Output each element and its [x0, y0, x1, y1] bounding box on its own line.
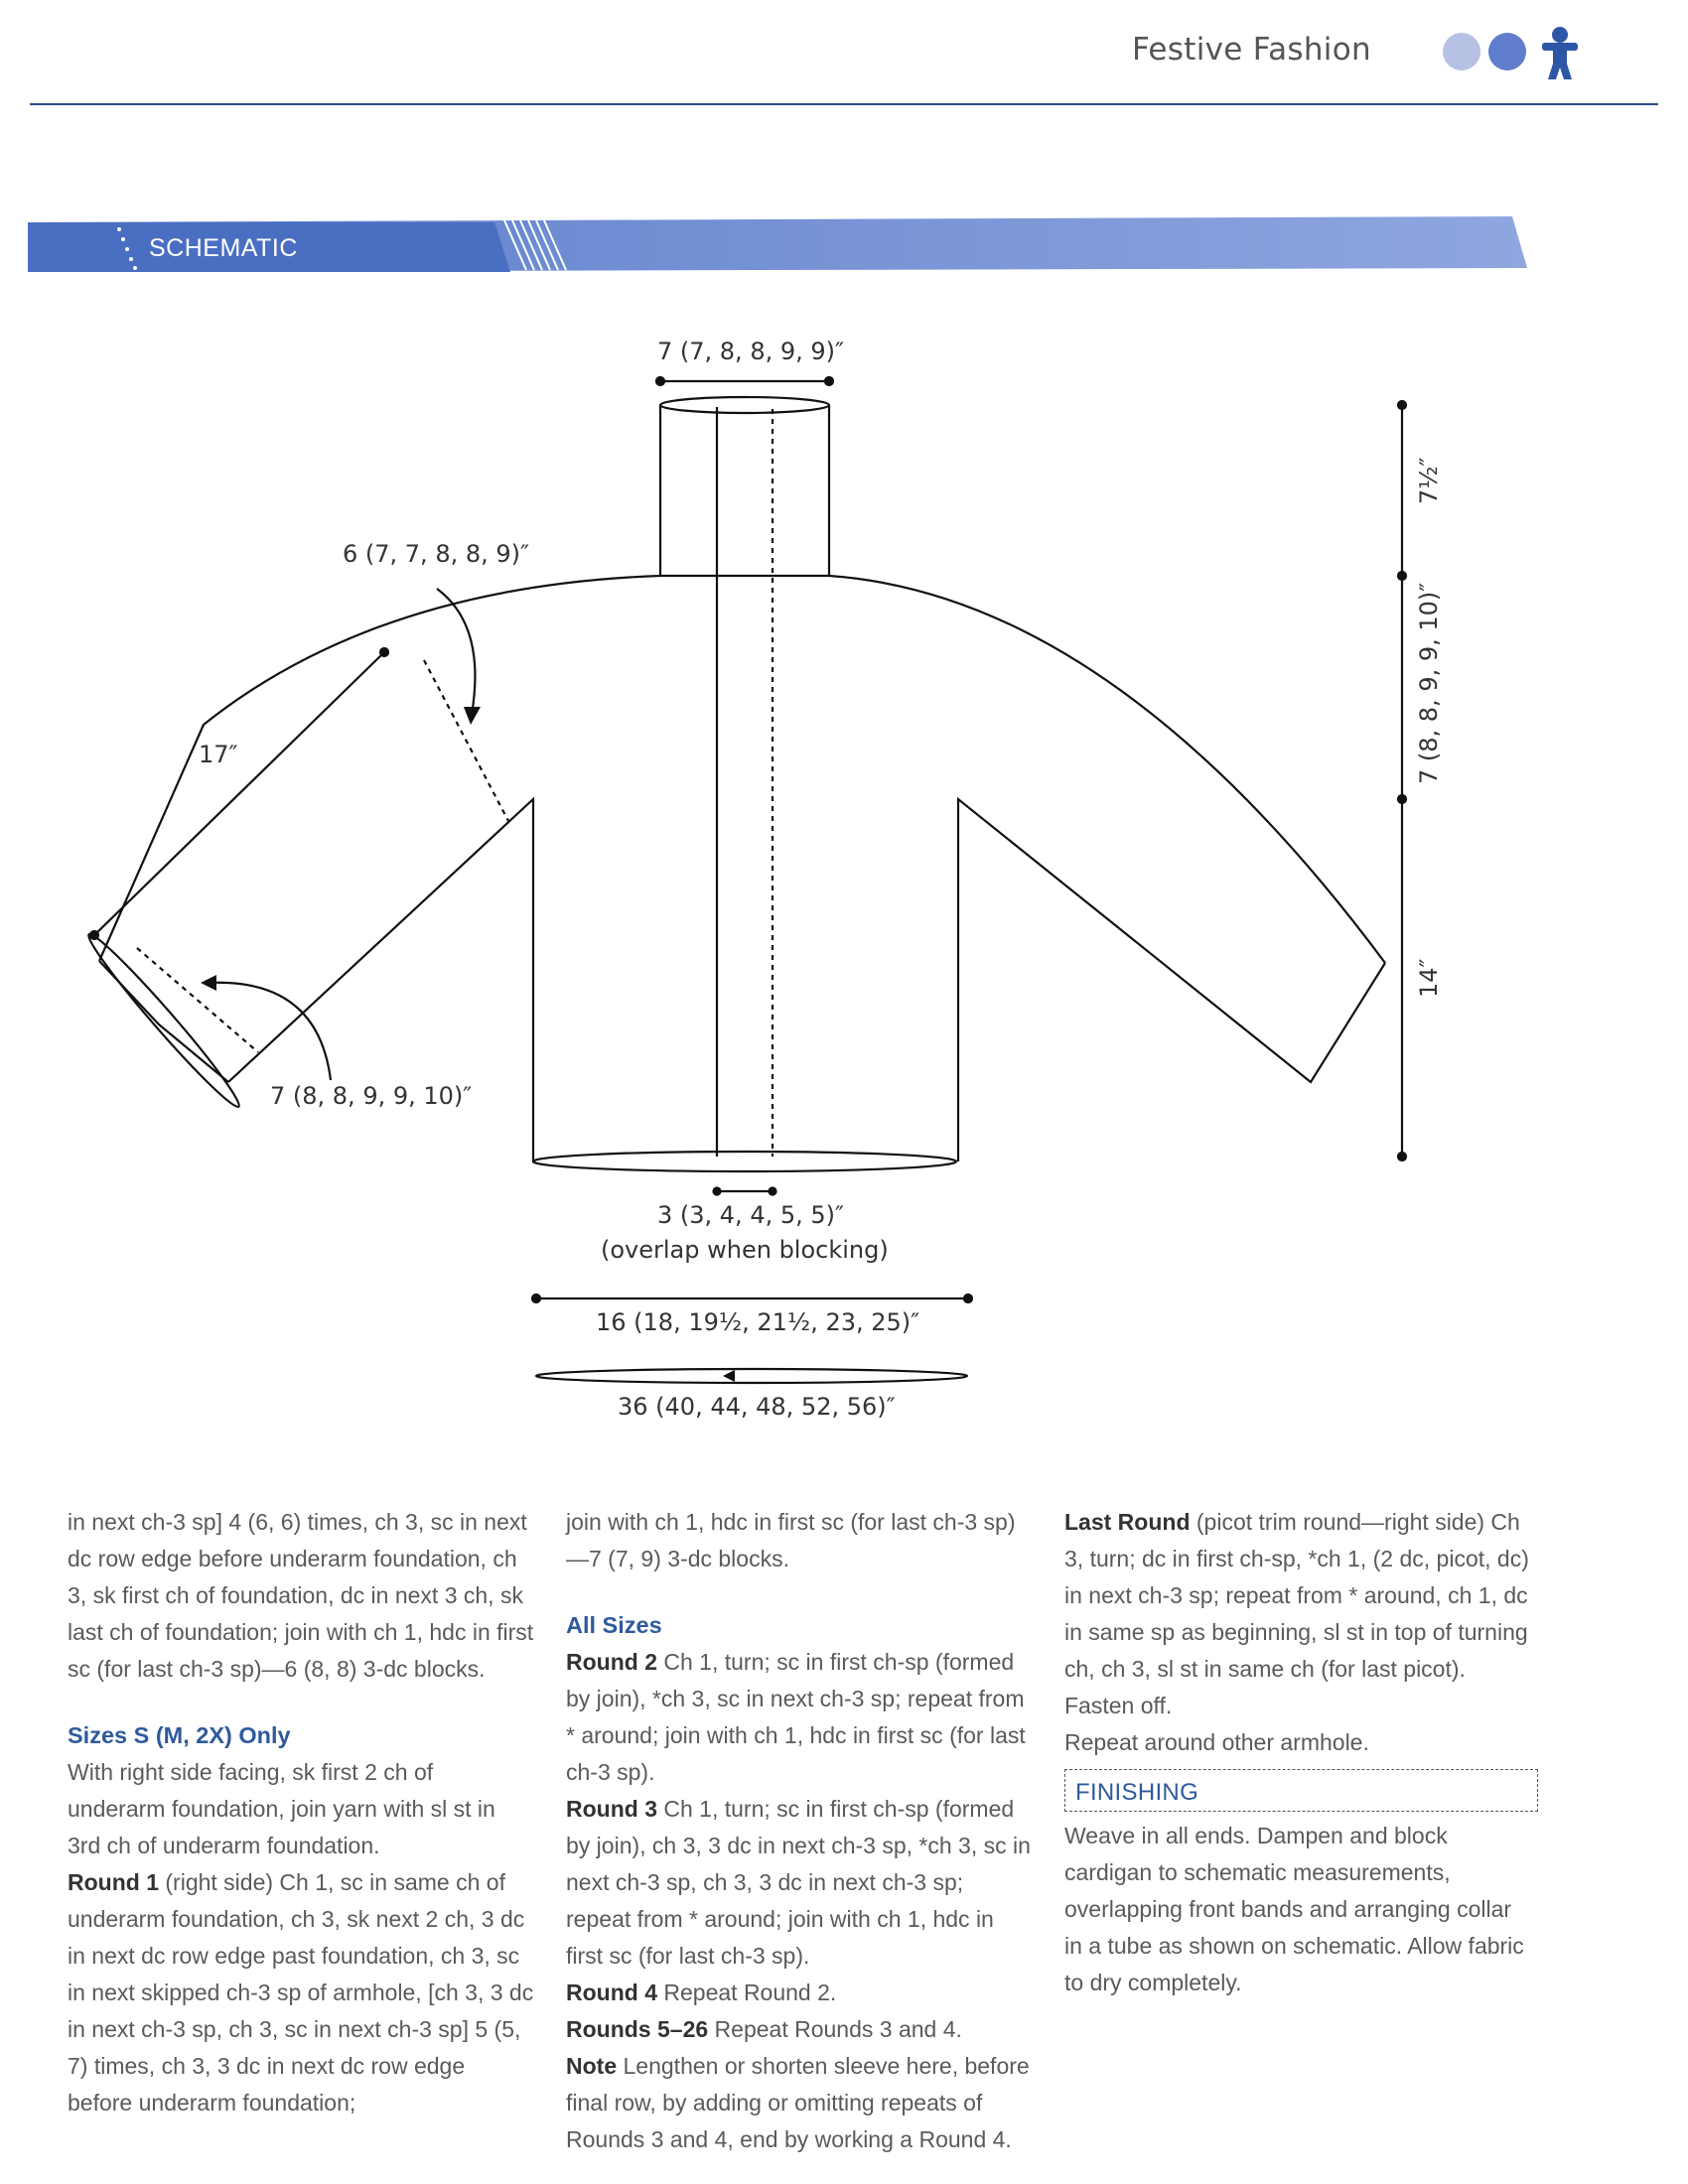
- col2-heading: All Sizes: [566, 1612, 662, 1638]
- front-width-label: 16 (18, 19½, 21½, 23, 25)″: [596, 1308, 920, 1336]
- front-width-dimension: [532, 1295, 972, 1302]
- sleeve-length-label: 17″: [199, 741, 238, 768]
- last-round-label: Last Round: [1064, 1509, 1191, 1535]
- knitted-figure-icon: [1542, 27, 1578, 79]
- round2-label: Round 2: [566, 1649, 657, 1675]
- cuff-label: 7 (8, 8, 9, 9, 10)″: [270, 1082, 473, 1110]
- chest-label: 36 (40, 44, 48, 52, 56)″: [618, 1393, 896, 1421]
- finishing-heading-box: [1064, 1769, 1538, 1812]
- armhole-depth-label: 7 (8, 8, 9, 9, 10)″: [1415, 582, 1443, 784]
- collar-width-dimension: [656, 377, 833, 385]
- col2-rounds5-26: [566, 2011, 1033, 2048]
- finishing-heading: FINISHING: [1075, 1779, 1199, 1806]
- note-text: Lengthen or shorten sleeve here, before final row, by adding or omitting repeats of Rounds 3 and 4, end by working a Round 4.: [566, 2053, 1030, 2152]
- finishing-text: Weave in all ends. Dampen and block cardigan to schematic measurements, overlapping front bands and arranging collar in a tube as shown on schematic. Allow fabric to dry completely.: [1064, 1823, 1524, 1995]
- col1-setup: With right side facing, sk first 2 ch of underarm foundation, join yarn with sl st in 3rd ch of underarm foundation.: [68, 1759, 495, 1858]
- round4-text: Repeat Round 2.: [657, 1979, 837, 2005]
- col2-note: [566, 2048, 1033, 2158]
- rounds5-26-text: Repeat Rounds 3 and 4.: [708, 2016, 962, 2042]
- overlap-dimension: [714, 1188, 776, 1195]
- collar-width-label: 7 (7, 8, 8, 9, 9)″: [657, 338, 844, 365]
- round3-text: Ch 1, turn; sc in first ch-sp (formed by join), ch 3, 3 dc in next ch-3 sp, *ch 3, sc in next ch-3 sp, ch 3, 3 dc in next ch-3 sp; repeat from * around; join with ch 1, hdc in first sc (for last ch-3 sp).: [566, 1796, 1031, 1969]
- col1-intro: in next ch-3 sp] 4 (6, 6) times, ch 3, sc in next dc row edge before underarm foundation, ch 3, sk first ch of foundation, dc in next 3 ch, sk last ch of foundation; join with ch 1, hdc in first sc (for last ch-3 sp)—6 (8, 8) 3-dc blocks.: [68, 1509, 534, 1682]
- text-column-3: [1064, 1504, 1531, 2001]
- overlap-note: (overlap when blocking): [601, 1236, 889, 1264]
- col2-round3: [566, 1791, 1033, 1975]
- text-column-2: [566, 1504, 1033, 2158]
- col2-round4: [566, 1975, 1033, 2011]
- collar-height-label: 7½″: [1415, 457, 1443, 504]
- last-round-text: (picot trim round—right side) Ch 3, turn; dc in first ch-sp, *ch 1, (2 dc, picot, dc) in next ch-3 sp; repeat from * around, ch 1, dc in same sp as beginning, sl st in top of turning ch, ch 3, sl st in same ch (for last picot). Fasten off.: [1064, 1509, 1529, 1718]
- col3-last-round: [1064, 1504, 1531, 1724]
- vertical-dimension: [1398, 401, 1406, 1160]
- shoulder-label: 6 (7, 7, 8, 8, 9)″: [343, 540, 529, 568]
- chest-dimension: [536, 1369, 967, 1383]
- note-label: Note: [566, 2053, 618, 2079]
- col1-heading: Sizes S (M, 2X) Only: [68, 1722, 291, 1748]
- col2-round2: [566, 1644, 1033, 1791]
- header-rule: [30, 103, 1658, 105]
- text-column-1: [68, 1504, 534, 2121]
- circle-dark-icon: [1488, 33, 1526, 70]
- circle-light-icon: [1443, 33, 1480, 70]
- banner-label: SCHEMATIC: [149, 234, 298, 262]
- round1-text: (right side) Ch 1, sc in same ch of underarm foundation, ch 3, sk next 2 ch, 3 dc in next dc row edge past foundation, ch 3, sc in next skipped ch-3 sp of armhole, [ch 3, 3 dc in next ch-3 sp, ch 3, sc in next ch-3 sp] 5 (5, 7) times, ch 3, 3 dc in next dc row edge before underarm foundation;: [68, 1869, 534, 2116]
- running-header-title: Festive Fashion: [1132, 32, 1371, 68]
- round3-label: Round 3: [566, 1796, 657, 1822]
- shoulder-dimension: [424, 589, 508, 821]
- sleeve-length-dimension: [90, 648, 388, 939]
- col1-round1: [68, 1864, 534, 2121]
- col2-intro: join with ch 1, hdc in first sc (for last ch-3 sp)—7 (7, 9) 3-dc blocks.: [566, 1509, 1016, 1571]
- body-length-label: 14″: [1415, 958, 1443, 998]
- round4-label: Round 4: [566, 1979, 657, 2005]
- overlap-label: 3 (3, 4, 4, 5, 5)″: [657, 1201, 844, 1229]
- rounds5-26-label: Rounds 5–26: [566, 2016, 709, 2042]
- round1-label: Round 1: [68, 1869, 159, 1895]
- collar: [660, 397, 829, 1157]
- header-decoration: [1430, 24, 1589, 83]
- round2-text: Ch 1, turn; sc in first ch-sp (formed by join), *ch 3, sc in next ch-3 sp; repeat from * around; join with ch 1, hdc in first sc (for last ch-3 sp).: [566, 1649, 1026, 1785]
- col3-repeat: Repeat around other armhole.: [1064, 1729, 1369, 1755]
